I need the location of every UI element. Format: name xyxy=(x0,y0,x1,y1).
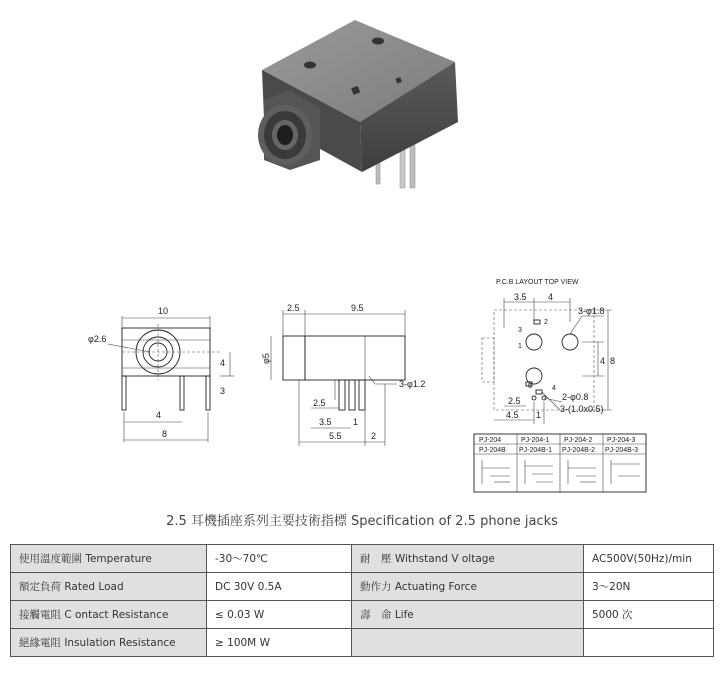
spec-label: 使用溫度範圍 Temperature xyxy=(11,545,207,573)
dim-dia: φ5 xyxy=(261,353,271,364)
dim-height: 4 xyxy=(220,358,226,368)
table-row xyxy=(11,601,714,629)
dim-c: 2.5 xyxy=(313,398,326,408)
pcb-layout-drawing xyxy=(470,272,670,494)
pcb-p3: 3 xyxy=(518,327,522,334)
table-row xyxy=(11,545,714,573)
spec-value xyxy=(584,629,714,657)
model-cell: PJ-204-3 xyxy=(607,437,636,444)
spec-label: 額定負荷 Rated Load xyxy=(11,573,207,601)
dim-pin-pitch: 4 xyxy=(156,410,162,420)
dim-b: 9.5 xyxy=(351,303,364,313)
spec-value: 5000 次 xyxy=(584,601,714,629)
model-cell: PJ-204-2 xyxy=(564,437,593,444)
pcb-d2: 4 xyxy=(548,292,554,302)
pcb-p4: 4 xyxy=(552,385,556,392)
model-table xyxy=(474,434,646,492)
dim-d: 3.5 xyxy=(319,417,332,427)
spec-label: 耐 壓 Withstand V oltage xyxy=(352,545,584,573)
table-row xyxy=(11,629,714,657)
spec-label: 動作力 Actuating Force xyxy=(352,573,584,601)
model-cell: PJ-204B-2 xyxy=(562,447,596,454)
spec-label: 壽 命 Life xyxy=(352,601,584,629)
pcb-d4: 4.5 xyxy=(506,410,519,420)
pcb-h3: 3-(1.0x0.5) xyxy=(560,404,604,414)
pcb-v1: 4 xyxy=(600,356,606,366)
pcb-p5: 5 xyxy=(528,383,532,390)
side-view-drawing xyxy=(80,300,240,450)
pcb-p1: 1 xyxy=(518,343,522,350)
model-cell: PJ-204B-3 xyxy=(605,447,639,454)
spec-title: 2.5 耳機插座系列主要技術指標 Specification of 2.5 phone jacks xyxy=(166,514,558,529)
spec-value: -30～70℃ xyxy=(207,545,352,573)
spec-label: 絕緣電阻 Insulation Resistance xyxy=(11,629,207,657)
product-photo xyxy=(250,10,480,205)
spec-value: ≥ 100M W xyxy=(207,629,352,657)
model-cell: PJ-204 xyxy=(479,437,502,444)
dim-a: 2.5 xyxy=(287,303,300,313)
pcb-h2: 2-φ0.8 xyxy=(562,392,589,402)
table-row xyxy=(11,573,714,601)
spec-value: AC500V(50Hz)/min xyxy=(584,545,714,573)
spec-label xyxy=(352,629,584,657)
dim-pin-hole: 3-φ1.2 xyxy=(399,379,426,389)
spec-label: 接觸電阻 C ontact Resistance xyxy=(11,601,207,629)
dim-f: 5.5 xyxy=(329,431,342,441)
spec-value: 3～20N xyxy=(584,573,714,601)
pcb-p2: 2 xyxy=(544,319,548,326)
model-cell: PJ-204B xyxy=(479,447,506,454)
pcb-h1: 3-φ1.8 xyxy=(578,306,605,316)
model-cell: PJ-204-1 xyxy=(521,437,550,444)
pcb-d5: 1 xyxy=(536,410,542,420)
dim-pin-span: 8 xyxy=(162,429,168,439)
model-cell: PJ-204B-1 xyxy=(519,447,553,454)
spec-table xyxy=(10,544,714,657)
dim-hole-dia: φ2.6 xyxy=(88,334,107,344)
pcb-v2: 8 xyxy=(610,356,616,366)
dim-width: 10 xyxy=(158,306,169,316)
dim-e: 1 xyxy=(353,417,359,427)
pcb-d1: 3.5 xyxy=(514,292,527,302)
spec-value: DC 30V 0.5A xyxy=(207,573,352,601)
spec-value: ≤ 0.03 W xyxy=(207,601,352,629)
pcb-heading: P.C.B LAYOUT TOP VIEW xyxy=(496,279,579,286)
dim-pin-drop: 3 xyxy=(220,386,226,396)
dim-g: 2 xyxy=(371,431,377,441)
profile-view-drawing xyxy=(255,300,435,450)
pcb-d3: 2.5 xyxy=(508,396,521,406)
